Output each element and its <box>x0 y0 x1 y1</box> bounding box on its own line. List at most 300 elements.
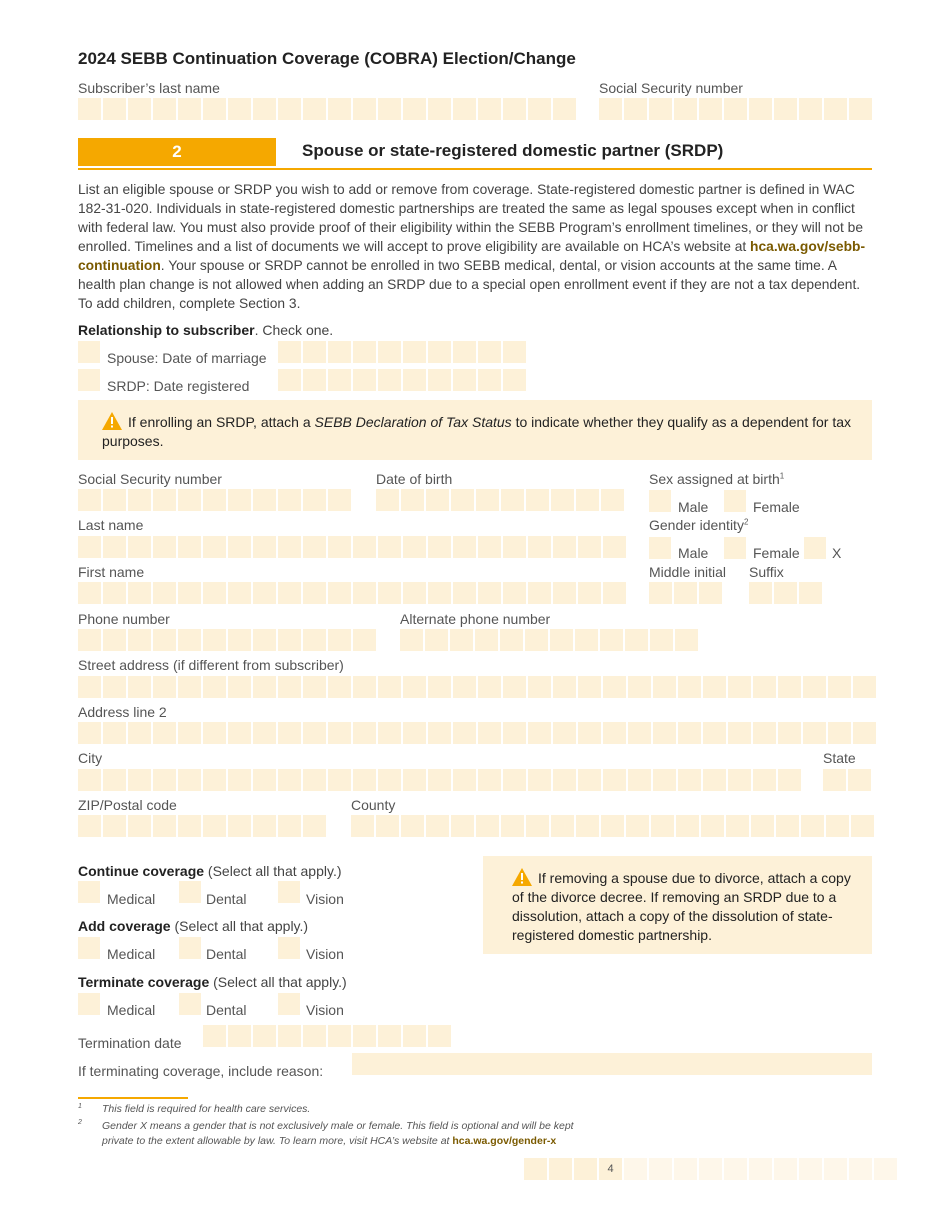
input-cell[interactable] <box>628 676 651 698</box>
subscriber-ssn-field[interactable] <box>599 98 872 120</box>
input-cell[interactable] <box>753 769 776 791</box>
srdp-checkbox[interactable] <box>78 369 100 391</box>
city-field[interactable] <box>78 769 801 791</box>
input-cell[interactable] <box>678 769 701 791</box>
input-cell[interactable] <box>603 676 626 698</box>
input-cell[interactable] <box>228 1025 251 1047</box>
input-cell[interactable] <box>603 769 626 791</box>
input-cell[interactable] <box>303 1025 326 1047</box>
input-cell[interactable] <box>453 582 476 604</box>
input-cell[interactable] <box>328 676 351 698</box>
input-cell[interactable] <box>703 722 726 744</box>
input-cell[interactable] <box>578 722 601 744</box>
sebb-continuation-link[interactable]: hca.wa.gov/sebb-continuation <box>78 239 866 273</box>
gender-x-checkbox[interactable] <box>804 537 826 559</box>
input-cell[interactable] <box>428 722 451 744</box>
input-cell[interactable] <box>551 489 574 511</box>
input-cell[interactable] <box>403 536 426 558</box>
input-cell[interactable] <box>403 369 426 391</box>
input-cell[interactable] <box>478 369 501 391</box>
input-cell[interactable] <box>528 98 551 120</box>
input-cell[interactable] <box>526 815 549 837</box>
input-cell[interactable] <box>328 769 351 791</box>
input-cell[interactable] <box>128 582 151 604</box>
input-cell[interactable] <box>278 98 301 120</box>
input-cell[interactable] <box>503 536 526 558</box>
input-cell[interactable] <box>649 98 672 120</box>
marriage-date-field[interactable] <box>278 341 526 363</box>
input-cell[interactable] <box>453 98 476 120</box>
input-cell[interactable] <box>699 98 722 120</box>
input-cell[interactable] <box>153 98 176 120</box>
input-cell[interactable] <box>103 815 126 837</box>
input-cell[interactable] <box>378 536 401 558</box>
input-cell[interactable] <box>303 582 326 604</box>
input-cell[interactable] <box>676 815 699 837</box>
input-cell[interactable] <box>303 98 326 120</box>
input-cell[interactable] <box>828 676 851 698</box>
input-cell[interactable] <box>103 582 126 604</box>
registered-date-field[interactable] <box>278 369 526 391</box>
input-cell[interactable] <box>428 582 451 604</box>
input-cell[interactable] <box>778 769 801 791</box>
input-cell[interactable] <box>403 582 426 604</box>
input-cell[interactable] <box>378 341 401 363</box>
input-cell[interactable] <box>503 769 526 791</box>
input-cell[interactable] <box>578 536 601 558</box>
input-cell[interactable] <box>503 98 526 120</box>
input-cell[interactable] <box>153 769 176 791</box>
input-cell[interactable] <box>674 582 697 604</box>
input-cell[interactable] <box>278 536 301 558</box>
input-cell[interactable] <box>103 676 126 698</box>
input-cell[interactable] <box>153 815 176 837</box>
input-cell[interactable] <box>128 676 151 698</box>
address2-field[interactable] <box>78 722 876 744</box>
add-dental-checkbox[interactable] <box>179 937 201 959</box>
input-cell[interactable] <box>228 489 251 511</box>
input-cell[interactable] <box>478 676 501 698</box>
input-cell[interactable] <box>600 629 623 651</box>
input-cell[interactable] <box>403 341 426 363</box>
input-cell[interactable] <box>601 815 624 837</box>
input-cell[interactable] <box>453 676 476 698</box>
input-cell[interactable] <box>848 769 871 791</box>
input-cell[interactable] <box>353 722 376 744</box>
input-cell[interactable] <box>178 815 201 837</box>
input-cell[interactable] <box>303 769 326 791</box>
input-cell[interactable] <box>528 536 551 558</box>
input-cell[interactable] <box>526 489 549 511</box>
input-cell[interactable] <box>253 769 276 791</box>
input-cell[interactable] <box>328 1025 351 1047</box>
input-cell[interactable] <box>528 582 551 604</box>
input-cell[interactable] <box>650 629 673 651</box>
input-cell[interactable] <box>728 676 751 698</box>
input-cell[interactable] <box>626 815 649 837</box>
input-cell[interactable] <box>774 582 797 604</box>
input-cell[interactable] <box>823 769 846 791</box>
input-cell[interactable] <box>475 629 498 651</box>
input-cell[interactable] <box>353 1025 376 1047</box>
input-cell[interactable] <box>503 676 526 698</box>
input-cell[interactable] <box>378 369 401 391</box>
input-cell[interactable] <box>303 489 326 511</box>
input-cell[interactable] <box>353 369 376 391</box>
input-cell[interactable] <box>426 815 449 837</box>
input-cell[interactable] <box>178 98 201 120</box>
street-field[interactable] <box>78 676 876 698</box>
continue-vision-checkbox[interactable] <box>278 881 300 903</box>
input-cell[interactable] <box>78 98 101 120</box>
input-cell[interactable] <box>203 676 226 698</box>
input-cell[interactable] <box>153 722 176 744</box>
input-cell[interactable] <box>278 629 301 651</box>
input-cell[interactable] <box>678 676 701 698</box>
input-cell[interactable] <box>203 536 226 558</box>
input-cell[interactable] <box>551 815 574 837</box>
input-cell[interactable] <box>425 629 448 651</box>
dob-field[interactable] <box>376 489 624 511</box>
input-cell[interactable] <box>550 629 573 651</box>
input-cell[interactable] <box>476 815 499 837</box>
input-cell[interactable] <box>178 629 201 651</box>
input-cell[interactable] <box>703 676 726 698</box>
input-cell[interactable] <box>653 769 676 791</box>
add-vision-checkbox[interactable] <box>278 937 300 959</box>
input-cell[interactable] <box>228 629 251 651</box>
input-cell[interactable] <box>253 722 276 744</box>
input-cell[interactable] <box>328 98 351 120</box>
input-cell[interactable] <box>428 676 451 698</box>
input-cell[interactable] <box>278 676 301 698</box>
input-cell[interactable] <box>728 722 751 744</box>
input-cell[interactable] <box>378 722 401 744</box>
input-cell[interactable] <box>453 722 476 744</box>
input-cell[interactable] <box>776 815 799 837</box>
input-cell[interactable] <box>578 676 601 698</box>
input-cell[interactable] <box>824 98 847 120</box>
middle-initial-field[interactable] <box>649 582 722 604</box>
input-cell[interactable] <box>178 722 201 744</box>
input-cell[interactable] <box>450 629 473 651</box>
input-cell[interactable] <box>653 722 676 744</box>
input-cell[interactable] <box>303 676 326 698</box>
input-cell[interactable] <box>503 369 526 391</box>
input-cell[interactable] <box>303 369 326 391</box>
input-cell[interactable] <box>278 341 301 363</box>
add-medical-checkbox[interactable] <box>78 937 100 959</box>
input-cell[interactable] <box>575 629 598 651</box>
input-cell[interactable] <box>303 341 326 363</box>
input-cell[interactable] <box>178 582 201 604</box>
input-cell[interactable] <box>228 676 251 698</box>
input-cell[interactable] <box>451 815 474 837</box>
input-cell[interactable] <box>500 629 523 651</box>
input-cell[interactable] <box>253 1025 276 1047</box>
input-cell[interactable] <box>378 98 401 120</box>
input-cell[interactable] <box>553 536 576 558</box>
input-cell[interactable] <box>501 489 524 511</box>
input-cell[interactable] <box>578 769 601 791</box>
input-cell[interactable] <box>478 98 501 120</box>
input-cell[interactable] <box>403 1025 426 1047</box>
input-cell[interactable] <box>403 98 426 120</box>
input-cell[interactable] <box>478 582 501 604</box>
input-cell[interactable] <box>328 722 351 744</box>
input-cell[interactable] <box>203 489 226 511</box>
input-cell[interactable] <box>228 536 251 558</box>
input-cell[interactable] <box>828 722 851 744</box>
input-cell[interactable] <box>153 582 176 604</box>
input-cell[interactable] <box>353 341 376 363</box>
input-cell[interactable] <box>78 489 101 511</box>
input-cell[interactable] <box>749 98 772 120</box>
input-cell[interactable] <box>353 676 376 698</box>
input-cell[interactable] <box>753 676 776 698</box>
input-cell[interactable] <box>403 722 426 744</box>
termination-reason-field[interactable] <box>352 1053 872 1075</box>
input-cell[interactable] <box>774 98 797 120</box>
input-cell[interactable] <box>528 676 551 698</box>
input-cell[interactable] <box>78 536 101 558</box>
gender-female-checkbox[interactable] <box>724 537 746 559</box>
input-cell[interactable] <box>278 769 301 791</box>
input-cell[interactable] <box>624 98 647 120</box>
sex-male-checkbox[interactable] <box>649 490 671 512</box>
input-cell[interactable] <box>599 98 622 120</box>
input-cell[interactable] <box>803 676 826 698</box>
county-field[interactable] <box>351 815 874 837</box>
input-cell[interactable] <box>478 341 501 363</box>
input-cell[interactable] <box>578 582 601 604</box>
input-cell[interactable] <box>528 722 551 744</box>
input-cell[interactable] <box>378 676 401 698</box>
first-name-field[interactable] <box>78 582 626 604</box>
input-cell[interactable] <box>751 815 774 837</box>
input-cell[interactable] <box>228 815 251 837</box>
input-cell[interactable] <box>651 815 674 837</box>
input-cell[interactable] <box>253 489 276 511</box>
input-cell[interactable] <box>724 98 747 120</box>
input-cell[interactable] <box>153 489 176 511</box>
input-cell[interactable] <box>853 676 876 698</box>
input-cell[interactable] <box>453 341 476 363</box>
input-cell[interactable] <box>478 722 501 744</box>
input-cell[interactable] <box>525 629 548 651</box>
input-cell[interactable] <box>153 536 176 558</box>
input-cell[interactable] <box>353 769 376 791</box>
input-cell[interactable] <box>253 815 276 837</box>
input-cell[interactable] <box>553 722 576 744</box>
input-cell[interactable] <box>403 769 426 791</box>
input-cell[interactable] <box>451 489 474 511</box>
input-cell[interactable] <box>576 489 599 511</box>
input-cell[interactable] <box>376 489 399 511</box>
input-cell[interactable] <box>726 815 749 837</box>
input-cell[interactable] <box>128 722 151 744</box>
input-cell[interactable] <box>753 722 776 744</box>
input-cell[interactable] <box>601 489 624 511</box>
input-cell[interactable] <box>426 489 449 511</box>
input-cell[interactable] <box>78 722 101 744</box>
input-cell[interactable] <box>303 722 326 744</box>
input-cell[interactable] <box>128 536 151 558</box>
input-cell[interactable] <box>228 98 251 120</box>
last-name-field[interactable] <box>78 536 626 558</box>
input-cell[interactable] <box>799 98 822 120</box>
input-cell[interactable] <box>703 769 726 791</box>
input-cell[interactable] <box>826 815 849 837</box>
input-cell[interactable] <box>353 536 376 558</box>
gender-male-checkbox[interactable] <box>649 537 671 559</box>
input-cell[interactable] <box>303 629 326 651</box>
input-cell[interactable] <box>178 769 201 791</box>
input-cell[interactable] <box>428 98 451 120</box>
input-cell[interactable] <box>378 1025 401 1047</box>
input-cell[interactable] <box>728 769 751 791</box>
zip-field[interactable] <box>78 815 326 837</box>
input-cell[interactable] <box>78 769 101 791</box>
input-cell[interactable] <box>428 769 451 791</box>
input-cell[interactable] <box>328 489 351 511</box>
input-cell[interactable] <box>553 582 576 604</box>
input-cell[interactable] <box>228 722 251 744</box>
continue-medical-checkbox[interactable] <box>78 881 100 903</box>
input-cell[interactable] <box>778 722 801 744</box>
sex-female-checkbox[interactable] <box>724 490 746 512</box>
input-cell[interactable] <box>78 676 101 698</box>
input-cell[interactable] <box>603 536 626 558</box>
input-cell[interactable] <box>78 582 101 604</box>
input-cell[interactable] <box>674 98 697 120</box>
input-cell[interactable] <box>328 536 351 558</box>
input-cell[interactable] <box>203 582 226 604</box>
input-cell[interactable] <box>203 722 226 744</box>
input-cell[interactable] <box>178 489 201 511</box>
input-cell[interactable] <box>328 341 351 363</box>
input-cell[interactable] <box>253 676 276 698</box>
input-cell[interactable] <box>401 489 424 511</box>
input-cell[interactable] <box>400 629 423 651</box>
terminate-medical-checkbox[interactable] <box>78 993 100 1015</box>
input-cell[interactable] <box>153 629 176 651</box>
input-cell[interactable] <box>678 722 701 744</box>
input-cell[interactable] <box>675 629 698 651</box>
input-cell[interactable] <box>128 769 151 791</box>
input-cell[interactable] <box>203 815 226 837</box>
input-cell[interactable] <box>278 369 301 391</box>
input-cell[interactable] <box>778 676 801 698</box>
input-cell[interactable] <box>376 815 399 837</box>
input-cell[interactable] <box>699 582 722 604</box>
input-cell[interactable] <box>553 769 576 791</box>
input-cell[interactable] <box>178 536 201 558</box>
suffix-field[interactable] <box>749 582 822 604</box>
input-cell[interactable] <box>203 1025 226 1047</box>
input-cell[interactable] <box>303 536 326 558</box>
input-cell[interactable] <box>278 1025 301 1047</box>
spouse-checkbox[interactable] <box>78 341 100 363</box>
input-cell[interactable] <box>128 98 151 120</box>
input-cell[interactable] <box>351 815 374 837</box>
input-cell[interactable] <box>228 582 251 604</box>
input-cell[interactable] <box>649 582 672 604</box>
input-cell[interactable] <box>128 489 151 511</box>
input-cell[interactable] <box>353 582 376 604</box>
input-cell[interactable] <box>453 369 476 391</box>
input-cell[interactable] <box>203 98 226 120</box>
termination-date-field[interactable] <box>203 1025 451 1047</box>
input-cell[interactable] <box>328 629 351 651</box>
input-cell[interactable] <box>103 769 126 791</box>
input-cell[interactable] <box>228 769 251 791</box>
input-cell[interactable] <box>628 722 651 744</box>
input-cell[interactable] <box>103 722 126 744</box>
input-cell[interactable] <box>576 815 599 837</box>
gender-x-link[interactable]: hca.wa.gov/gender-x <box>452 1135 557 1147</box>
input-cell[interactable] <box>428 341 451 363</box>
input-cell[interactable] <box>203 769 226 791</box>
input-cell[interactable] <box>78 629 101 651</box>
input-cell[interactable] <box>253 98 276 120</box>
input-cell[interactable] <box>253 582 276 604</box>
input-cell[interactable] <box>799 582 822 604</box>
input-cell[interactable] <box>749 582 772 604</box>
terminate-dental-checkbox[interactable] <box>179 993 201 1015</box>
input-cell[interactable] <box>853 722 876 744</box>
input-cell[interactable] <box>851 815 874 837</box>
input-cell[interactable] <box>603 722 626 744</box>
input-cell[interactable] <box>701 815 724 837</box>
input-cell[interactable] <box>503 341 526 363</box>
input-cell[interactable] <box>553 676 576 698</box>
terminate-vision-checkbox[interactable] <box>278 993 300 1015</box>
input-cell[interactable] <box>278 582 301 604</box>
input-cell[interactable] <box>278 722 301 744</box>
input-cell[interactable] <box>428 369 451 391</box>
input-cell[interactable] <box>478 536 501 558</box>
input-cell[interactable] <box>328 582 351 604</box>
input-cell[interactable] <box>128 629 151 651</box>
subscriber-last-name-field[interactable] <box>78 98 576 120</box>
input-cell[interactable] <box>128 815 151 837</box>
input-cell[interactable] <box>603 582 626 604</box>
input-cell[interactable] <box>476 489 499 511</box>
input-cell[interactable] <box>103 629 126 651</box>
input-cell[interactable] <box>428 536 451 558</box>
input-cell[interactable] <box>403 676 426 698</box>
phone-field[interactable] <box>78 629 376 651</box>
input-cell[interactable] <box>478 769 501 791</box>
input-cell[interactable] <box>278 815 301 837</box>
input-cell[interactable] <box>103 536 126 558</box>
continue-dental-checkbox[interactable] <box>179 881 201 903</box>
input-cell[interactable] <box>253 536 276 558</box>
input-cell[interactable] <box>303 815 326 837</box>
input-cell[interactable] <box>501 815 524 837</box>
input-cell[interactable] <box>203 629 226 651</box>
input-cell[interactable] <box>453 769 476 791</box>
input-cell[interactable] <box>153 676 176 698</box>
input-cell[interactable] <box>178 676 201 698</box>
alt-phone-field[interactable] <box>400 629 698 651</box>
input-cell[interactable] <box>503 582 526 604</box>
input-cell[interactable] <box>503 722 526 744</box>
input-cell[interactable] <box>553 98 576 120</box>
input-cell[interactable] <box>428 1025 451 1047</box>
input-cell[interactable] <box>78 815 101 837</box>
